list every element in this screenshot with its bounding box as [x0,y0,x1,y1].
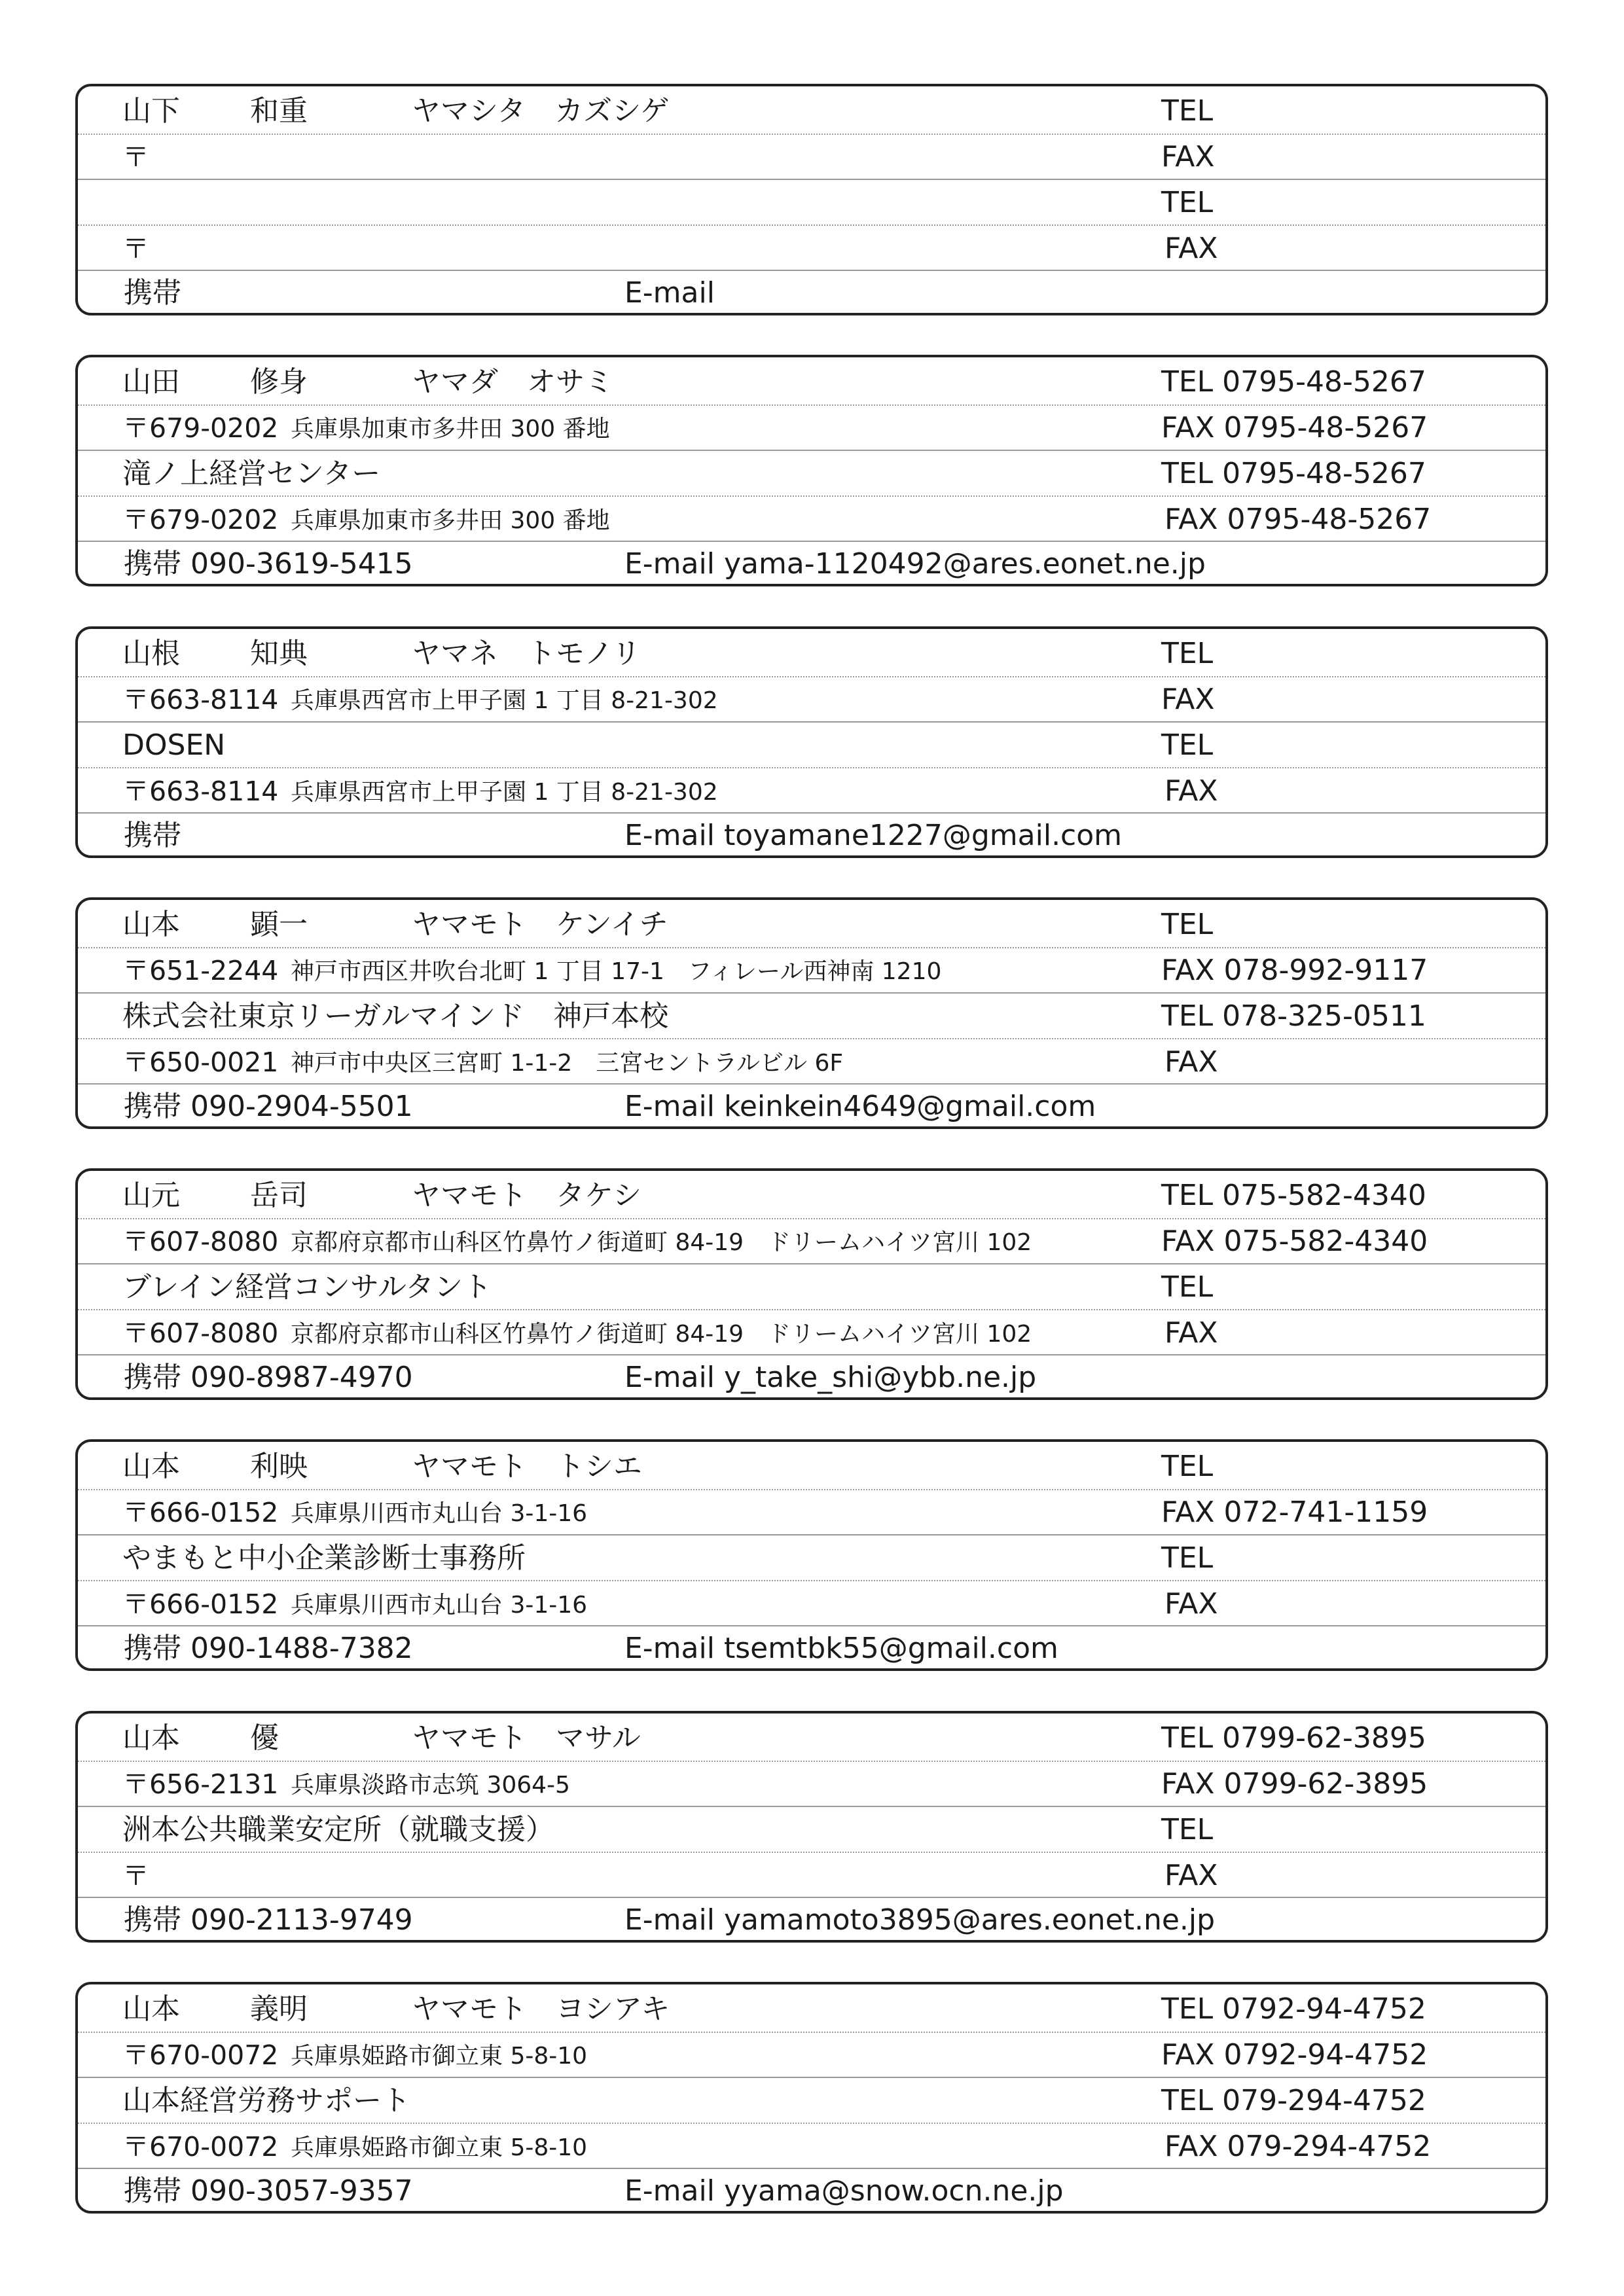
home-address-row [78,1759,1545,1805]
email-address[interactable]: E-mail yyama@snow.ocn.ne.jp [624,2174,1064,2208]
mobile-number: 携帯 090-3619-5415 [124,547,413,581]
mobile-number: 携帯 090-8987-4970 [124,1361,413,1394]
office-name: やまもと中小企業診断士事務所 [122,1541,526,1575]
contact-card [75,84,1548,315]
email-address[interactable]: E-mail yamamoto3895@ares.eonet.ne.jp [624,1903,1216,1937]
contact-card [75,1982,1548,2214]
contact-row [78,1354,1545,1397]
home-fax: FAX [1161,140,1215,173]
office-name-row [78,1263,1545,1308]
office-name: 滝ノ上経営センター [122,457,381,490]
name-row [78,1171,1545,1217]
surname: 山本 [122,1992,180,2026]
office-name-row [78,721,1545,766]
office-address-row [78,766,1545,812]
office-address-row [78,495,1545,541]
contact-row [78,270,1545,313]
office-name-row [78,2076,1545,2122]
office-tel: TEL 0795-48-5267 [1161,457,1426,490]
contact-row [78,1897,1545,1940]
office-address: 兵庫県姫路市御立東 5-8-10 [291,2134,588,2161]
name-row [78,357,1545,403]
home-address-row [78,403,1545,449]
home-address-row [78,1217,1545,1263]
mobile-number: 携帯 [124,276,181,310]
name-kana: ヤマモト マサル [412,1721,641,1755]
name-row [78,629,1545,675]
home-postal-code: 〒670-0072 [122,2039,279,2071]
given-name: 知典 [250,637,308,670]
home-tel: TEL 0799-62-3895 [1161,1721,1426,1755]
home-postal-code: 〒663-8114 [122,684,279,715]
office-address: 兵庫県加東市多井田 300 番地 [291,507,610,534]
home-address-row [78,675,1545,721]
name-kana: ヤマダ オサミ [412,365,613,399]
office-address: 兵庫県西宮市上甲子園 1 丁目 8-21-302 [291,779,718,806]
email-address[interactable]: E-mail [624,276,715,310]
home-postal-code: 〒 [122,141,149,173]
office-tel: TEL [1161,186,1214,219]
home-postal-code: 〒679-0202 [122,412,279,444]
contact-row [78,1083,1545,1126]
office-address: 京都府京都市山科区竹鼻竹ノ街道町 84-19 ドリームハイツ宮川 102 [291,1321,1032,1348]
home-fax: FAX 0799-62-3895 [1161,1767,1428,1801]
surname: 山下 [122,94,180,128]
given-name: 顕一 [250,908,308,941]
office-address-row [78,1579,1545,1625]
office-name: 山本経営労務サポート [122,2084,410,2117]
home-fax: FAX 075-582-4340 [1161,1225,1428,1258]
surname: 山根 [122,637,180,670]
email-address[interactable]: E-mail keinkein4649@gmail.com [624,1090,1096,1123]
mobile-number: 携帯 090-2904-5501 [124,1090,413,1123]
office-name-row [78,992,1545,1037]
home-tel: TEL [1161,637,1214,670]
office-tel: TEL [1161,1541,1214,1575]
home-fax: FAX 078-992-9117 [1161,954,1428,987]
home-address-row [78,132,1545,178]
home-postal-code: 〒651-2244 [122,955,279,986]
home-tel: TEL [1161,94,1214,128]
office-name: ブレイン経営コンサルタント [122,1270,492,1304]
surname: 山本 [122,908,180,941]
office-address: 兵庫県川西市丸山台 3-1-16 [291,1592,588,1619]
given-name: 和重 [250,94,308,128]
name-kana: ヤマネ トモノリ [412,637,641,670]
contact-row [78,541,1545,584]
office-address-row [78,1851,1545,1897]
office-fax: FAX [1164,1859,1218,1892]
office-postal-code: 〒670-0072 [122,2131,279,2162]
mobile-number: 携帯 090-3057-9357 [124,2174,413,2208]
name-kana: ヤマモト タケシ [412,1179,642,1212]
mobile-number: 携帯 090-1488-7382 [124,1632,413,1665]
office-fax: FAX 079-294-4752 [1164,2130,1432,2163]
office-fax: FAX 0795-48-5267 [1164,503,1432,536]
office-address: 神戸市中央区三宮町 1-1-2 三宮セントラルビル 6F [291,1050,844,1077]
surname: 山本 [122,1721,180,1755]
office-name-row [78,449,1545,495]
office-name-row [78,1534,1545,1579]
mobile-number: 携帯 [124,819,181,852]
office-address-row [78,1308,1545,1354]
office-tel: TEL [1161,1813,1214,1846]
given-name: 岳司 [250,1179,308,1212]
mobile-number: 携帯 090-2113-9749 [124,1903,413,1937]
office-postal-code: 〒607-8080 [122,1318,279,1349]
office-tel: TEL [1161,728,1214,762]
home-tel: TEL 0795-48-5267 [1161,365,1426,399]
office-fax: FAX [1164,232,1218,265]
surname: 山本 [122,1450,180,1483]
office-name-row [78,1805,1545,1851]
office-tel: TEL [1161,1270,1214,1304]
home-address: 兵庫県川西市丸山台 3-1-16 [291,1500,588,1527]
office-address-row [78,1037,1545,1083]
home-address: 神戸市西区井吹台北町 1 丁目 17-1 フィレール西神南 1210 [291,958,942,985]
contact-card [75,1168,1548,1400]
office-fax: FAX [1164,1587,1218,1621]
home-address: 兵庫県加東市多井田 300 番地 [291,416,610,442]
contact-card [75,1439,1548,1671]
home-postal-code: 〒607-8080 [122,1226,279,1257]
name-kana: ヤマモト ケンイチ [412,908,668,941]
office-fax: FAX [1164,774,1218,808]
home-address: 兵庫県淡路市志筑 3064-5 [291,1772,570,1799]
office-name-row [78,178,1545,224]
contact-card [75,897,1548,1129]
name-kana: ヤマシタ カズシゲ [412,94,670,128]
office-address-row [78,2122,1545,2168]
office-name: 洲本公共職業安定所（就職支援） [122,1813,554,1846]
office-postal-code: 〒 [122,233,149,264]
name-row [78,86,1545,132]
contact-card [75,355,1548,586]
name-row [78,1713,1545,1759]
name-row [78,900,1545,946]
home-postal-code: 〒666-0152 [122,1497,279,1528]
given-name: 義明 [250,1992,308,2026]
home-address: 兵庫県姫路市御立東 5-8-10 [291,2043,588,2070]
home-address: 兵庫県西宮市上甲子園 1 丁目 8-21-302 [291,687,718,714]
home-tel: TEL 0792-94-4752 [1161,1992,1426,2026]
office-postal-code: 〒679-0202 [122,504,279,535]
surname: 山田 [122,365,180,399]
home-address-row [78,946,1545,992]
home-address-row [78,1488,1545,1534]
email-address[interactable]: E-mail yama-1120492@ares.eonet.ne.jp [624,547,1206,581]
contact-row [78,2168,1545,2211]
office-postal-code: 〒 [122,1860,149,1892]
office-address-row [78,224,1545,270]
office-tel: TEL 079-294-4752 [1161,2084,1426,2117]
name-row [78,1984,1545,2030]
contact-card [75,1711,1548,1943]
office-postal-code: 〒650-0021 [122,1047,279,1078]
home-tel: TEL 075-582-4340 [1161,1179,1426,1212]
office-name: DOSEN [122,728,226,762]
home-fax: FAX [1161,683,1215,716]
name-row [78,1442,1545,1488]
office-name: 株式会社東京リーガルマインド 神戸本校 [122,999,669,1033]
contact-row [78,812,1545,855]
home-address: 京都府京都市山科区竹鼻竹ノ街道町 84-19 ドリームハイツ宮川 102 [291,1229,1032,1256]
given-name: 優 [250,1721,279,1755]
email-address[interactable]: E-mail tsemtbk55@gmail.com [624,1632,1058,1665]
contact-row [78,1625,1545,1668]
contact-card [75,626,1548,858]
surname: 山元 [122,1179,180,1212]
name-kana: ヤマモト ヨシアキ [412,1992,670,2026]
office-fax: FAX [1164,1316,1218,1350]
email-address[interactable]: E-mail toyamane1227@gmail.com [624,819,1123,852]
office-tel: TEL 078-325-0511 [1161,999,1426,1033]
home-fax: FAX 0792-94-4752 [1161,2038,1428,2072]
home-postal-code: 〒656-2131 [122,1768,279,1800]
office-postal-code: 〒666-0152 [122,1588,279,1620]
home-address-row [78,2030,1545,2076]
name-kana: ヤマモト トシエ [412,1450,642,1483]
home-fax: FAX 072-741-1159 [1161,1496,1428,1529]
office-fax: FAX [1164,1045,1218,1079]
given-name: 利映 [250,1450,308,1483]
given-name: 修身 [250,365,308,399]
email-address[interactable]: E-mail y_take_shi@ybb.ne.jp [624,1361,1037,1394]
home-tel: TEL [1161,908,1214,941]
home-fax: FAX 0795-48-5267 [1161,411,1428,444]
home-tel: TEL [1161,1450,1214,1483]
office-postal-code: 〒663-8114 [122,776,279,807]
